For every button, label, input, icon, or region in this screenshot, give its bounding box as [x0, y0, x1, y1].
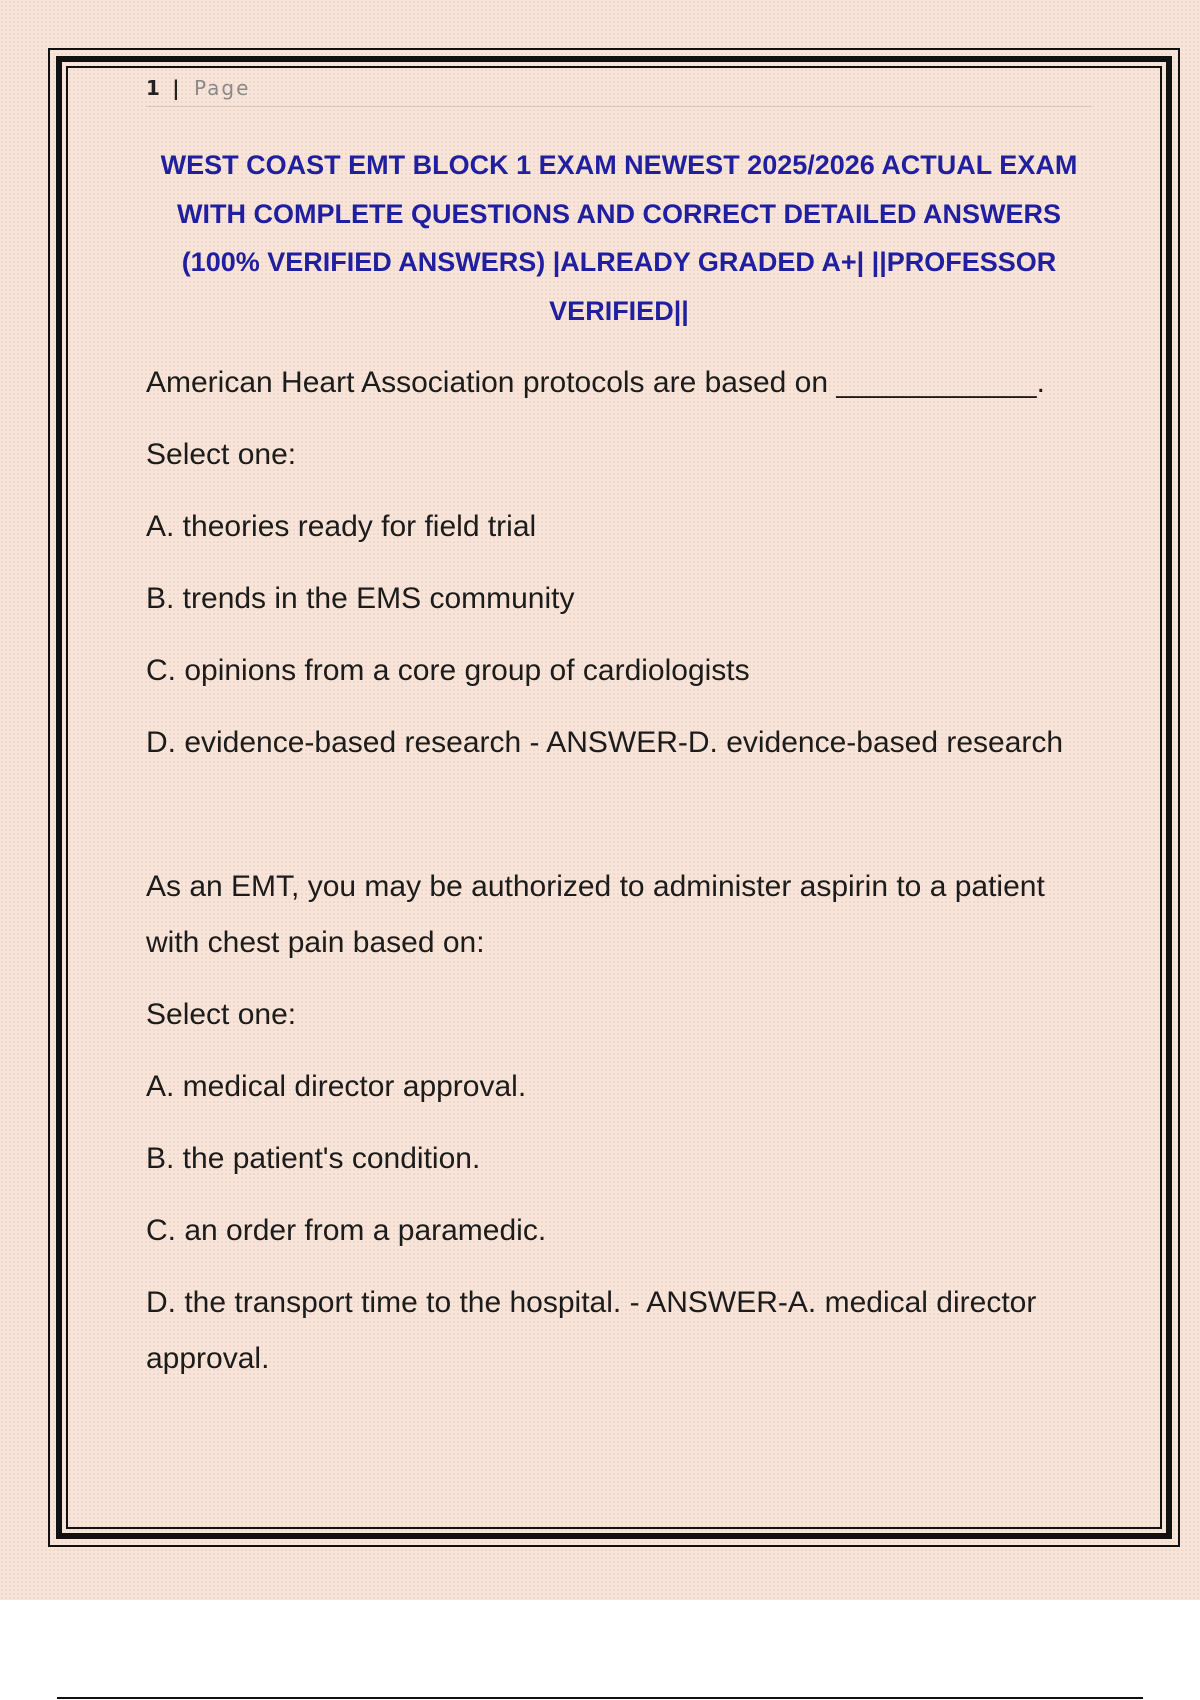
page-separator: |	[172, 76, 182, 100]
option-b: B. trends in the EMS community	[146, 582, 575, 615]
document-title: WEST COAST EMT BLOCK 1 EXAM NEWEST 2025/2026 ACTUAL EXAM WITH COMPLETE QUESTIONS AND CORRECT DETAILED ANSWERS (100% VERIFIED ANSWERS) |ALREADY GRADED A+| ||PROFESSOR VERIFIED||	[160, 150, 1078, 326]
document-content	[146, 72, 1092, 1387]
select-prompt: Select one:	[146, 438, 297, 471]
question-text: As an EMT, you may be authorized to administer aspirin to a patient with chest pain based on:	[146, 870, 1045, 959]
select-prompt: Select one:	[146, 998, 297, 1031]
option-d-with-answer: D. the transport time to the hospital. - ANSWER-A. medical director approval.	[146, 1286, 1037, 1375]
option-a: A. medical director approval.	[146, 1070, 527, 1103]
option-a: A. theories ready for field trial	[146, 510, 537, 543]
page-label: Page	[193, 76, 251, 100]
page-number: 1	[146, 76, 160, 100]
question-block	[146, 355, 1092, 771]
option-c: C. an order from a paramedic.	[146, 1214, 547, 1247]
option-d-with-answer: D. evidence-based research - ANSWER-D. evidence-based research	[146, 726, 1064, 759]
page-header	[146, 72, 1092, 107]
footer-rule	[57, 1697, 1143, 1699]
option-b: B. the patient's condition.	[146, 1142, 481, 1175]
question-block	[146, 859, 1092, 1387]
question-text: American Heart Association protocols are based on ____________.	[146, 366, 1045, 399]
option-c: C. opinions from a core group of cardiologists	[146, 654, 750, 687]
